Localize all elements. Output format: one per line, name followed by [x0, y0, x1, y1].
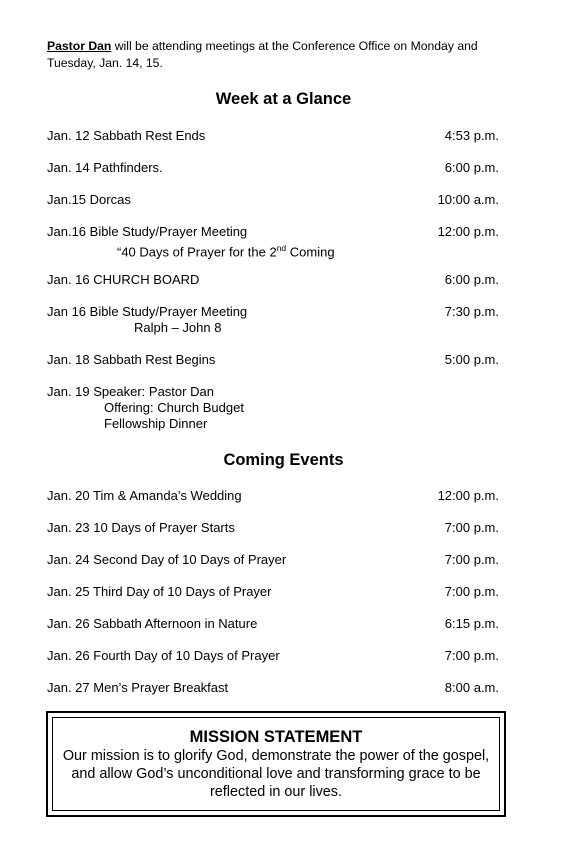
event-detail-offering: Offering: Church Budget	[104, 400, 244, 415]
event-time: 7:30 p.m.	[444, 304, 499, 319]
event-label: Jan. 26 Fourth Day of 10 Days of Prayer	[47, 648, 280, 663]
week-event	[47, 160, 499, 176]
week-event	[47, 128, 499, 144]
event-time: 10:00 a.m.	[437, 192, 499, 207]
event-detail-end: Coming	[286, 244, 335, 260]
coming-event	[47, 520, 499, 536]
event-time: 8:00 a.m.	[444, 680, 499, 695]
coming-event	[47, 680, 499, 696]
coming-event	[47, 488, 499, 504]
coming-events-heading: Coming Events	[223, 451, 344, 469]
event-time: 7:00 p.m.	[444, 584, 499, 599]
mission-statement-box	[46, 711, 506, 817]
event-label: Jan. 12 Sabbath Rest Ends	[47, 128, 206, 143]
week-event	[47, 224, 499, 260]
pastor-announcement	[47, 38, 517, 72]
event-time: 7:00 p.m.	[444, 552, 499, 567]
coming-event	[47, 616, 499, 632]
event-label: Jan. 24 Second Day of 10 Days of Prayer	[47, 552, 287, 567]
event-time: 6:00 p.m.	[444, 272, 499, 287]
mission-title: MISSION STATEMENT	[189, 728, 363, 746]
event-time: 4:53 p.m.	[444, 128, 499, 143]
event-time: 5:00 p.m.	[444, 352, 499, 367]
event-label: Jan. 23 10 Days of Prayer Starts	[47, 520, 235, 535]
event-label: Jan. 25 Third Day of 10 Days of Prayer	[47, 584, 272, 599]
event-label: Jan. 18 Sabbath Rest Begins	[47, 352, 216, 367]
event-label: Jan. 16 CHURCH BOARD	[47, 272, 200, 287]
week-event	[47, 192, 499, 208]
event-detail: “40 Days of Prayer for the 2	[117, 244, 277, 260]
announcement-text: will be attending meetings at the Conference Office on Monday and Tuesday, Jan. 14, 15.	[47, 39, 478, 70]
event-time: 12:00 p.m.	[437, 488, 499, 503]
event-detail-dinner: Fellowship Dinner	[104, 416, 208, 431]
event-time: 6:00 p.m.	[444, 160, 499, 175]
week-event	[47, 352, 499, 368]
event-detail: Ralph – John 8	[134, 320, 222, 335]
event-label: Jan. 27 Men’s Prayer Breakfast	[47, 680, 229, 695]
event-label: Jan. 26 Sabbath Afternoon in Nature	[47, 616, 258, 631]
event-label: Jan. 20 Tim & Amanda’s Wedding	[47, 488, 242, 503]
event-label: Jan. 19 Speaker: Pastor Dan	[47, 384, 214, 399]
week-event	[47, 272, 499, 288]
event-time: 12:00 p.m.	[437, 224, 499, 239]
mission-statement-inner-frame	[52, 717, 500, 811]
event-label: Jan 16 Bible Study/Prayer Meeting	[47, 304, 248, 319]
event-detail-superscript: nd	[276, 243, 287, 253]
pastor-name: Pastor Dan	[47, 39, 112, 53]
event-label: Jan.16 Bible Study/Prayer Meeting	[47, 224, 248, 239]
event-time: 6:15 p.m.	[444, 616, 499, 631]
mission-text: Our mission is to glorify God, demonstrate the power of the gospel, and allow God’s unconditional love and transforming grace to be reflected in our lives.	[62, 748, 490, 800]
week-event	[47, 384, 499, 432]
event-label: Jan.15 Dorcas	[47, 192, 131, 207]
coming-event	[47, 552, 499, 568]
week-event	[47, 304, 499, 336]
coming-event	[47, 648, 499, 664]
event-label: Jan. 14 Pathfinders.	[47, 160, 163, 175]
event-time: 7:00 p.m.	[444, 520, 499, 535]
week-at-a-glance-heading: Week at a Glance	[215, 90, 352, 108]
event-time: 7:00 p.m.	[444, 648, 499, 663]
coming-event	[47, 584, 499, 600]
